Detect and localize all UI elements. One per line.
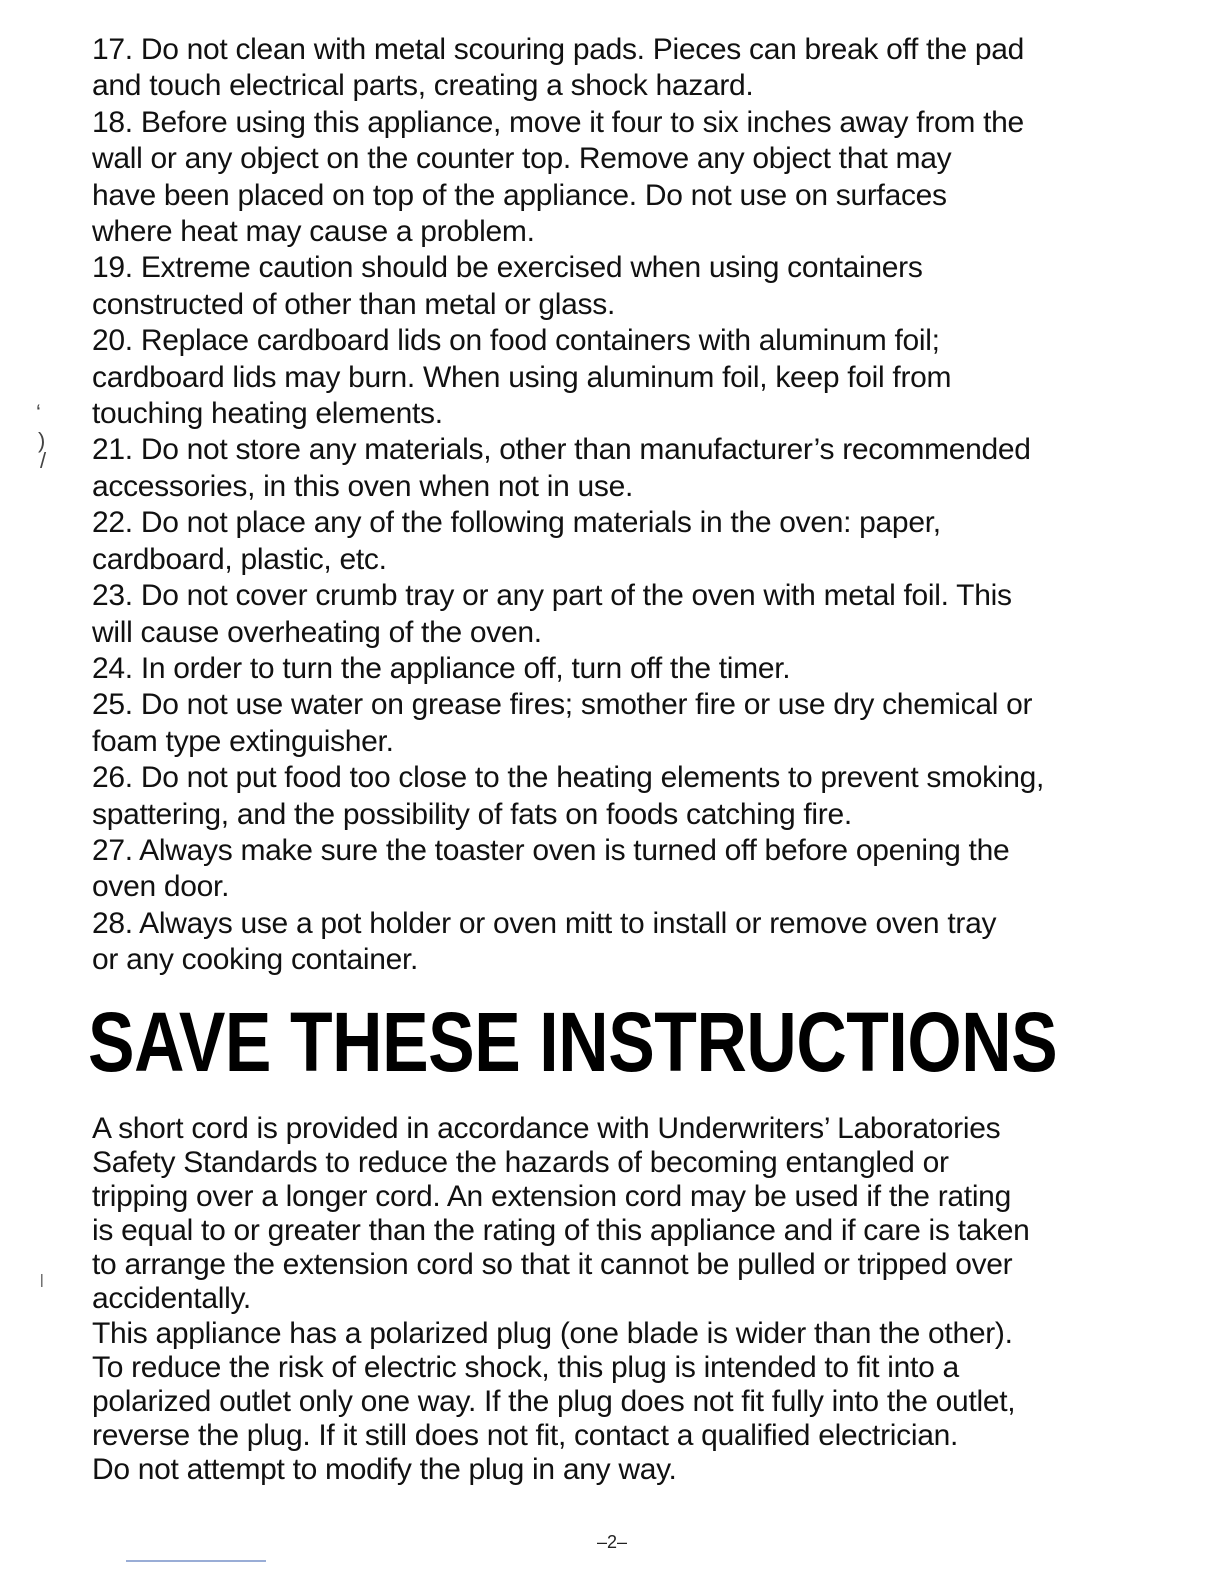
list-item-line: oven door. (92, 870, 230, 904)
list-item (92, 323, 1132, 432)
list-item-line: 18. Before using this appliance, move it four to six inches away from the (92, 105, 1024, 139)
list-item (92, 105, 1132, 251)
scan-mark-icon: ‘ (36, 400, 41, 425)
list-item-line: wall or any object on the counter top. Remove any object that may (92, 142, 952, 176)
note-line: This appliance has a polarized plug (one blade is wider than the other). (92, 1316, 1013, 1350)
list-item-line: 17. Do not clean with metal scouring pads. Pieces can break off the pad (92, 33, 1025, 66)
note-line: reverse the plug. If it still does not fit, contact a qualified electrician. (92, 1418, 958, 1452)
note-line: accidentally. (92, 1282, 251, 1316)
note-line: to arrange the extension cord so that it cannot be pulled or tripped over (92, 1248, 1013, 1282)
note-line: Safety Standards to reduce the hazards of becoming entangled or (92, 1146, 949, 1180)
list-item (92, 687, 1132, 760)
scan-mark-icon: | (40, 1271, 44, 1287)
list-item-line: 26. Do not put food too close to the heating elements to prevent smoking, (92, 761, 1045, 795)
scan-mark-icon: ) (38, 428, 46, 453)
list-item-line: 25. Do not use water on grease fires; smother fire or use dry chemical or (92, 688, 1033, 722)
list-item (92, 906, 1132, 979)
list-item-line: cardboard lids may burn. When using aluminum foil, keep foil from (92, 360, 952, 394)
safety-instructions-list (92, 32, 1132, 979)
list-item (92, 32, 1132, 105)
list-item (92, 833, 1132, 906)
list-item-line: where heat may cause a problem. (92, 215, 535, 249)
list-item-line: 24. In order to turn the appliance off, turn off the timer. (92, 651, 791, 685)
list-item (92, 578, 1132, 651)
list-item-line: will cause overheating of the oven. (92, 615, 542, 649)
note-line: polarized outlet only one way. If the plug does not fit fully into the outlet, (92, 1384, 1016, 1418)
list-item-line: accessories, in this oven when not in use. (92, 469, 634, 503)
list-item-line: 28. Always use a pot holder or oven mitt to install or remove oven tray (92, 906, 997, 940)
note-line: is equal to or greater than the rating of this appliance and if care is taken (92, 1214, 1030, 1248)
list-item-line: 21. Do not store any materials, other than manufacturer’s recommended (92, 433, 1031, 467)
list-item-line: spattering, and the possibility of fats on foods catching fire. (92, 797, 852, 831)
note-line: tripping over a longer cord. An extension cord may be used if the rating (92, 1180, 1011, 1214)
list-item (92, 760, 1132, 833)
list-item-line: 19. Extreme caution should be exercised when using containers (92, 251, 923, 285)
list-item (92, 505, 1132, 578)
list-item-line: constructed of other than metal or glass. (92, 287, 615, 321)
list-item (92, 432, 1132, 505)
list-item-line: 20. Replace cardboard lids on food containers with aluminum foil; (92, 324, 940, 358)
list-item-line: or any cooking container. (92, 943, 419, 977)
list-item-line: touching heating elements. (92, 397, 443, 431)
list-item-line: 23. Do not cover crumb tray or any part of the oven with metal foil. This (92, 579, 1012, 613)
list-item-line: 27. Always make sure the toaster oven is turned off before opening the (92, 833, 1010, 867)
list-item-line: have been placed on top of the appliance. Do not use on surfaces (92, 178, 947, 212)
list-item-line: 22. Do not place any of the following materials in the oven: paper, (92, 506, 941, 540)
cord-and-plug-notes (92, 1112, 1132, 1487)
note-line: A short cord is provided in accordance with Underwriters’ Laboratories (92, 1112, 1001, 1145)
list-item-line: cardboard, plastic, etc. (92, 542, 387, 576)
scan-mark-icon: / (40, 448, 47, 473)
note-line: To reduce the risk of electric shock, this plug is intended to fit into a (92, 1350, 959, 1384)
page-number: –2– (596, 1532, 628, 1552)
note-line: Do not attempt to modify the plug in any way. (92, 1452, 677, 1486)
scan-artifact-line (126, 1560, 266, 1562)
list-item (92, 250, 1132, 323)
list-item-line: foam type extinguisher. (92, 724, 394, 758)
list-item (92, 651, 1132, 687)
list-item-line: and touch electrical parts, creating a shock hazard. (92, 69, 754, 103)
save-instructions-heading: SAVE THESE INSTRUCTIONS (88, 995, 1058, 1089)
